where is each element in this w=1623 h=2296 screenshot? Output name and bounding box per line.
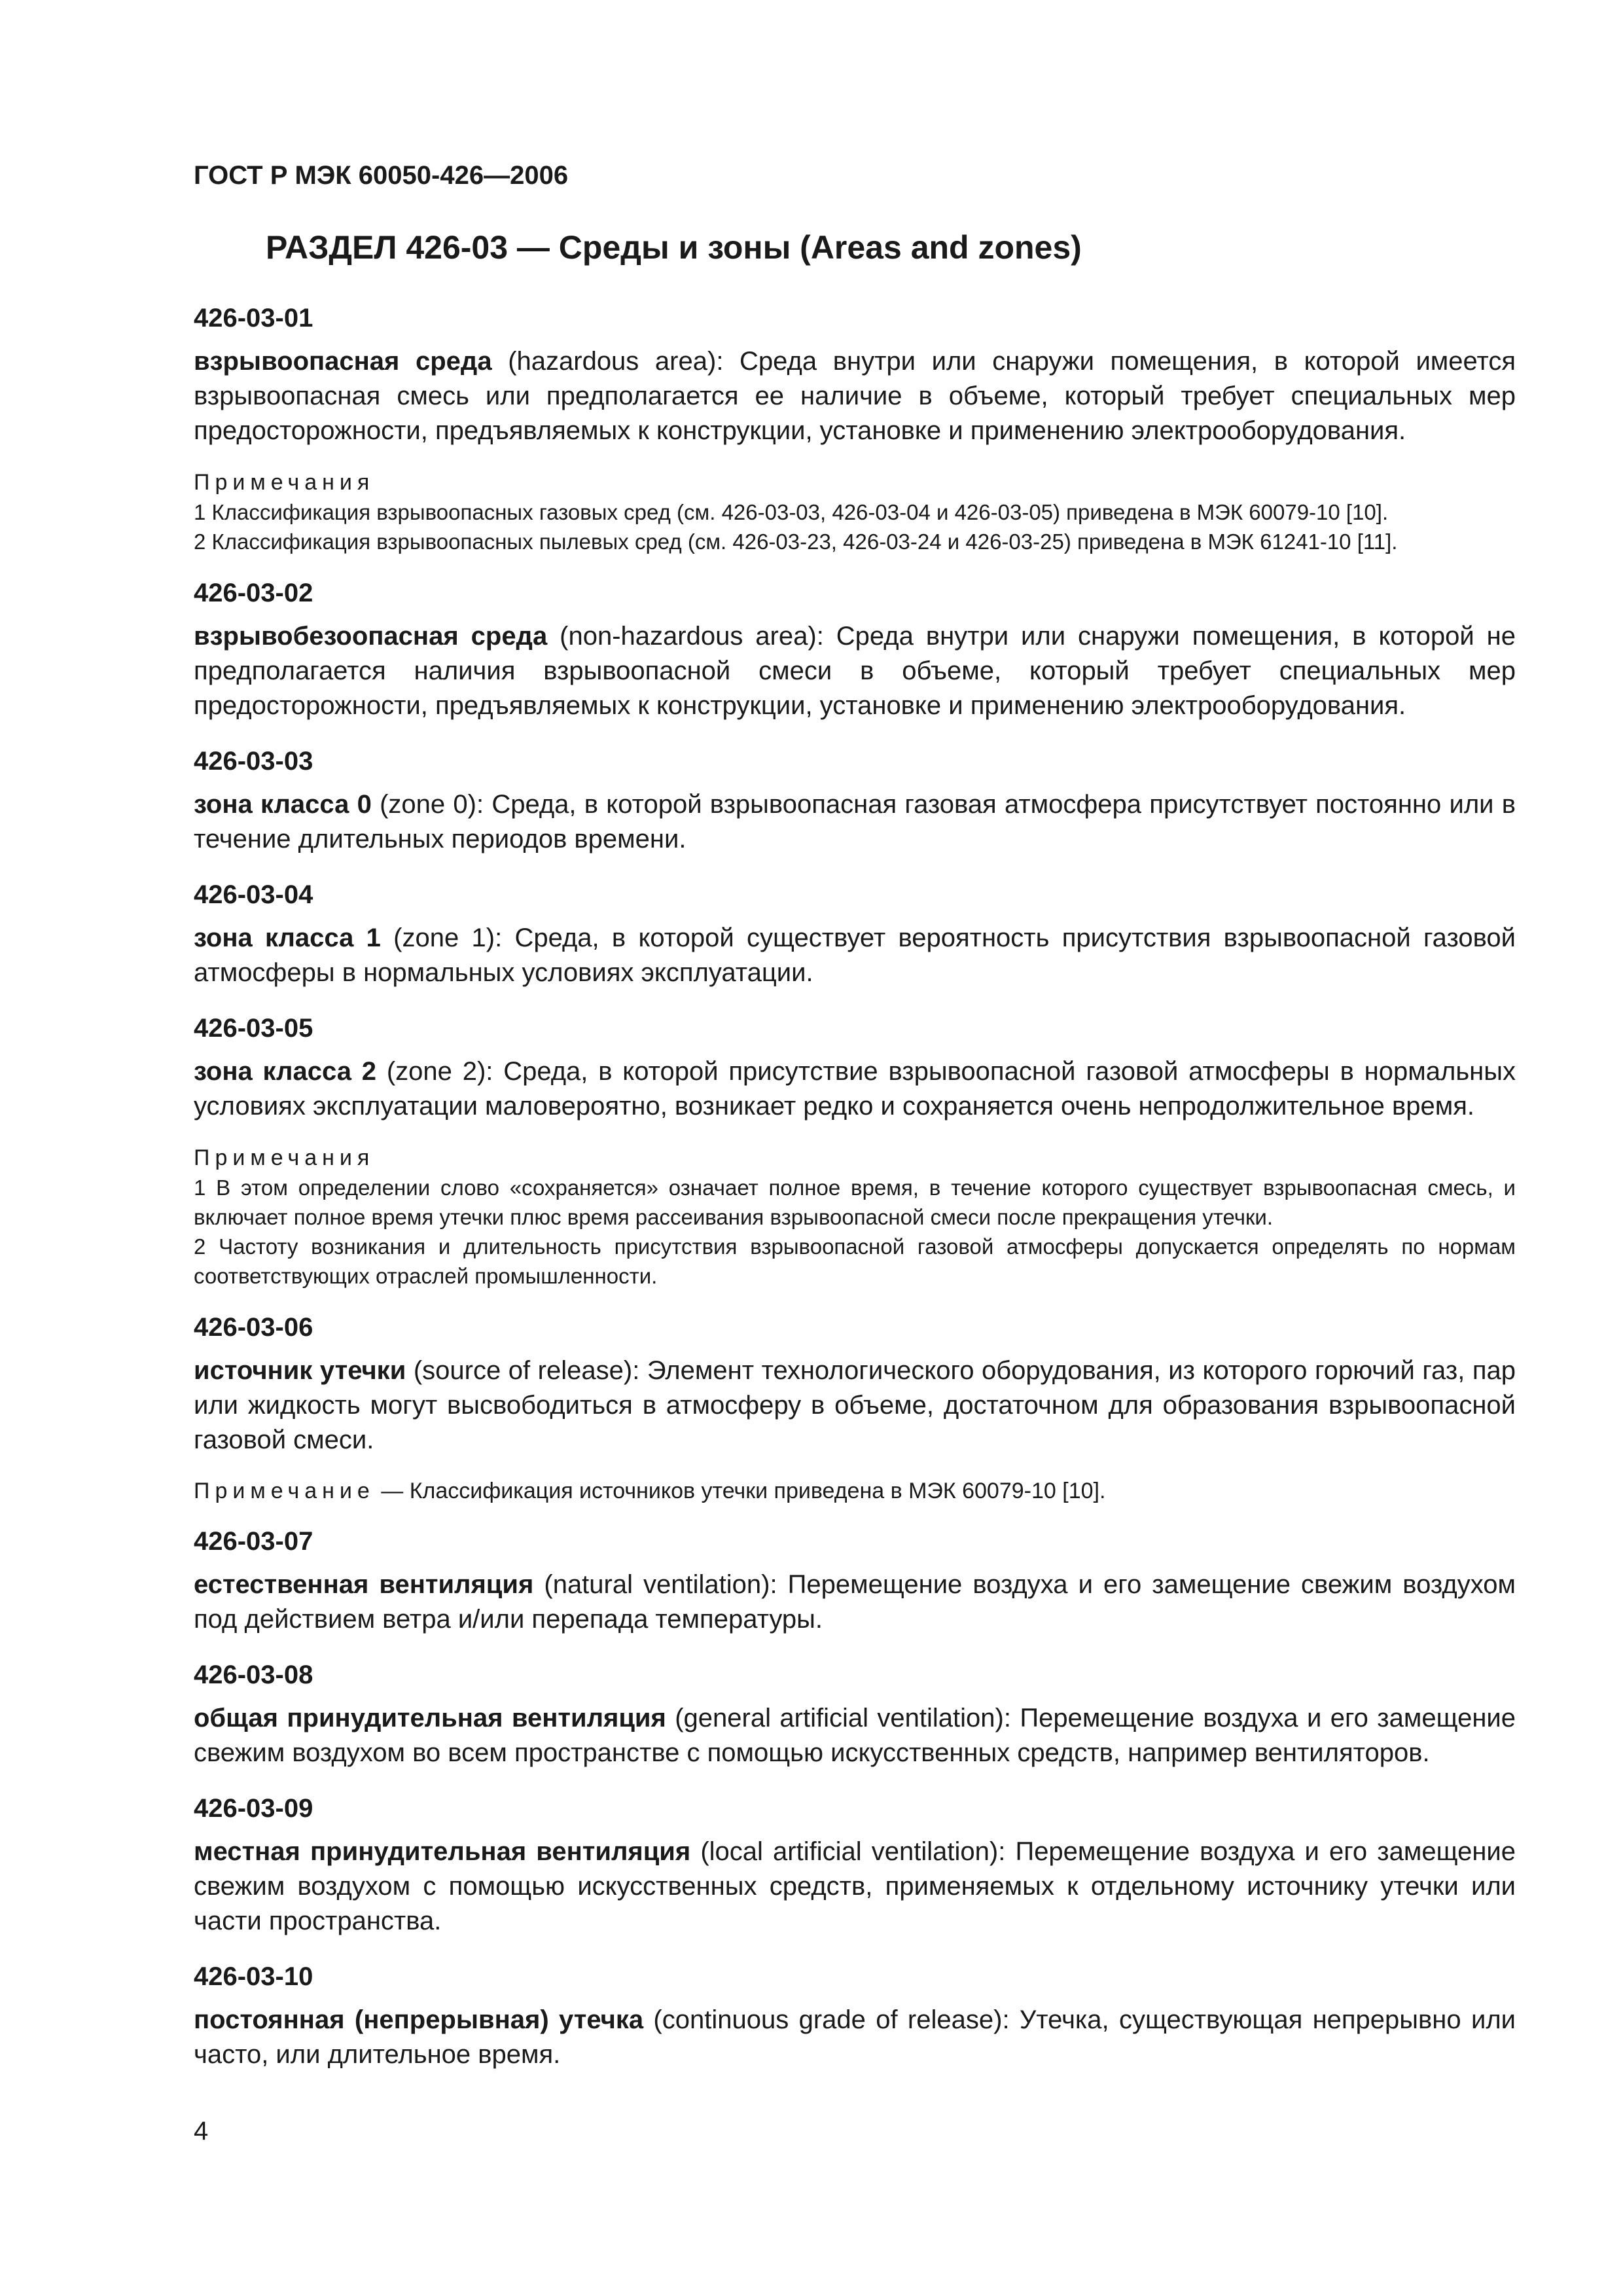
- term-number: 426-03-07: [194, 1527, 313, 1556]
- document-code: ГОСТ Р МЭК 60050-426—2006: [194, 161, 569, 190]
- term-name: зона класса 0: [194, 790, 372, 819]
- term-entry: [194, 745, 1516, 857]
- term-text: : Среда, в которой существует вероятность присутствия взрывоопасной газовой атмосферы в нормальных условиях эксплуатации.: [194, 924, 1516, 987]
- term-name: зона класса 1: [194, 924, 381, 952]
- term-text: : Среда, в которой взрывоопасная газовая атмосфера присутствует постоянно или в течение длительных периодов времени.: [194, 790, 1516, 853]
- term-text: : Среда внутри или снаружи помещения, в которой не предполагается наличия взрывоопасной смеси в объеме, который требует специальных мер предосторожности, предъявляемых к конструкции, установке и применению электрооборудования.: [194, 622, 1516, 720]
- term-definition: [194, 1054, 1516, 1124]
- term-english: (continuous grade of release): [643, 2005, 1003, 2034]
- notes-title: Примечания: [194, 470, 375, 495]
- term-name: естественная вентиляция: [194, 1570, 534, 1599]
- term-number: 426-03-04: [194, 880, 313, 909]
- term-text: : Перемещение воздуха и его замещение свежим воздухом во всем пространстве с помощью искусственных средств, например вентиляторов.: [194, 1704, 1516, 1767]
- term-number: 426-03-02: [194, 579, 313, 607]
- term-number: 426-03-08: [194, 1660, 313, 1689]
- term-text: : Среда, в которой присутствие взрывоопасной газовой атмосферы в нормальных условиях эксплуатации маловероятно, возникает редко и сохраняется очень непродолжительное время.: [194, 1057, 1516, 1121]
- note-item: 1 Классификация взрывоопасных газовых сред (см. 426-03-03, 426-03-04 и 426-03-05) приведена в МЭК 60079-10 [10].: [194, 500, 1389, 524]
- single-note: [194, 1476, 1516, 1506]
- term-entry: [194, 1312, 1516, 1458]
- term-definition: [194, 344, 1516, 448]
- term-english: (hazardous area): [491, 347, 717, 376]
- term-english: (zone 2): [376, 1057, 486, 1086]
- term-english: (source of release): [406, 1356, 633, 1385]
- term-entry: [194, 1526, 1516, 1637]
- term-definition: [194, 2003, 1516, 2072]
- term-number: 426-03-01: [194, 304, 313, 332]
- section-title: РАЗДЕЛ 426-03 — Среды и зоны (Areas and zones): [266, 229, 1082, 266]
- document-page: [194, 160, 1516, 2094]
- term-name: взрывоопасная среда: [194, 347, 492, 376]
- term-name: источник утечки: [194, 1356, 406, 1385]
- note-item: 1 В этом определении слово «сохраняется» означает полное время, в течение которого существует взрывоопасная смесь, и включает полное время утечки плюс время рассеивания взрывоопасной смеси после прекращения утечки.: [194, 1175, 1516, 1229]
- term-definition: [194, 1354, 1516, 1458]
- term-definition: [194, 787, 1516, 857]
- term-number: 426-03-03: [194, 747, 313, 776]
- term-english: (zone 0): [371, 790, 476, 819]
- term-entry: [194, 302, 1516, 448]
- notes-block: [194, 1143, 1516, 1291]
- term-name: постоянная (непрерывная) утечка: [194, 2005, 644, 2034]
- term-english: (general artificial ventilation): [666, 1704, 1004, 1732]
- term-english: (non-hazardous area): [547, 622, 817, 651]
- term-definition: [194, 1835, 1516, 1939]
- term-definition: [194, 921, 1516, 990]
- note-label: Примечание: [194, 1479, 375, 1503]
- term-text: : Элемент технологического оборудования, из которого горючий газ, пар или жидкость могут высвободиться в атмосферу в объеме, достаточном для образования взрывоопасной газовой смеси.: [194, 1356, 1516, 1454]
- notes-block: [194, 468, 1516, 556]
- term-number: 426-03-10: [194, 1962, 313, 1991]
- note-text: — Классификация источников утечки приведена в МЭК 60079-10 [10].: [374, 1479, 1106, 1503]
- term-name: местная принудительная вентиляция: [194, 1837, 691, 1866]
- term-definition: [194, 1568, 1516, 1637]
- term-entry: [194, 1013, 1516, 1124]
- term-text: : Перемещение воздуха и его замещение свежим воздухом под действием ветра и/или перепада температуры.: [194, 1570, 1516, 1634]
- note-item: 2 Классификация взрывоопасных пылевых сред (см. 426-03-23, 426-03-24 и 426-03-25) приведена в МЭК 61241-10 [11].: [194, 529, 1398, 554]
- term-name: взрывобезоопасная среда: [194, 622, 548, 651]
- term-entry: [194, 577, 1516, 723]
- term-name: общая принудительная вентиляция: [194, 1704, 666, 1732]
- term-text: : Утечка, существующая непрерывно или часто, или длительное время.: [194, 2005, 1516, 2069]
- term-text: : Среда внутри или снаружи помещения, в которой имеется взрывоопасная смесь или предполагается ее наличие в объеме, который требует специальных мер предосторожности, предъявляемых к конструкции, установке и применению электрооборудования.: [194, 347, 1516, 445]
- term-definition: [194, 1701, 1516, 1770]
- term-english: (local artificial ventilation): [690, 1837, 999, 1866]
- term-text: : Перемещение воздуха и его замещение свежим воздухом с помощью искусственных средств, применяемых к отдельному источнику утечки или части пространства.: [194, 1837, 1516, 1935]
- term-entry: [194, 1961, 1516, 2072]
- term-number: 426-03-09: [194, 1794, 313, 1823]
- term-english: (zone 1): [380, 924, 495, 952]
- page-number: 4: [194, 2117, 209, 2145]
- term-number: 426-03-05: [194, 1014, 313, 1043]
- term-entry: [194, 879, 1516, 990]
- note-item: 2 Частоту возникания и длительность присутствия взрывоопасной газовой атмосферы допускается определять по нормам соответствующих отраслей промышленности.: [194, 1234, 1516, 1288]
- term-definition: [194, 619, 1516, 723]
- term-entry: [194, 1659, 1516, 1770]
- term-number: 426-03-06: [194, 1313, 313, 1342]
- term-english: (natural ventilation): [533, 1570, 770, 1599]
- term-name: зона класса 2: [194, 1057, 377, 1086]
- notes-title: Примечания: [194, 1145, 375, 1170]
- term-entry: [194, 1793, 1516, 1939]
